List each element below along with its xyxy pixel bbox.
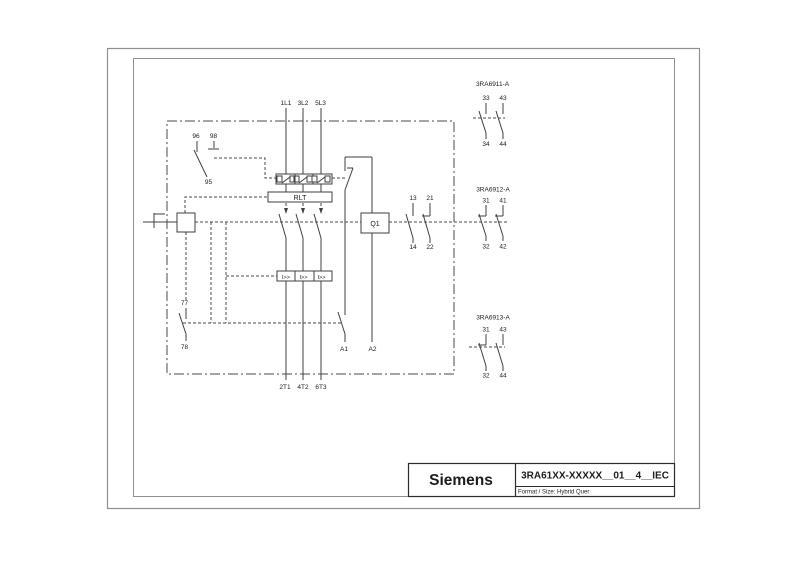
accessory-3-contact-2-bottom: 44 <box>499 372 507 380</box>
accessory-1-contact-2-bottom: 44 <box>499 141 507 148</box>
electronics-label: RLT <box>293 195 307 202</box>
load-terminal-label: 2T1 <box>279 384 291 391</box>
overload-no-terminal-label: 98 <box>209 133 218 140</box>
load-terminal-label: 6T3 <box>315 384 327 391</box>
accessory-1-contact-1-bottom: 34 <box>482 141 490 148</box>
accessory-2-contact-2-bottom: 42 <box>499 243 507 251</box>
aux-no-top-label: 13 <box>409 195 417 202</box>
accessory-2-contact-1-bottom: 32 <box>482 243 490 251</box>
accessory-1-title: 3RA6911-A <box>475 81 510 88</box>
accessory-1-contact-1-top: 33 <box>482 95 490 102</box>
box-dividers <box>295 174 314 281</box>
title-block <box>409 464 675 497</box>
drawing-number: 3RA61XX-XXXXX__01__4__IEC <box>521 470 669 482</box>
overload-common-terminal-label: 95 <box>204 179 213 186</box>
aux-nc-bottom-label: 22 <box>426 244 434 251</box>
accessory-3-contact-1-top: 31 <box>482 326 490 334</box>
overload-nc-terminal-label: 96 <box>192 133 200 140</box>
test-contact-top-label: 77 <box>180 300 189 307</box>
mechanism-box <box>177 213 195 232</box>
accessory-1-contact-2-top: 43 <box>499 95 507 102</box>
accessory-2-title: 3RA6912-A <box>476 186 510 194</box>
accessory-3-contact-2-top: 43 <box>499 326 507 334</box>
trip-element-label: I>> <box>281 275 291 281</box>
line-terminal-label: 1L1 <box>280 100 292 107</box>
aux-no-bottom-label: 14 <box>409 244 417 251</box>
load-terminal-label: 4T2 <box>297 384 309 391</box>
line-terminal-label: 5L3 <box>315 100 326 107</box>
contactor-label: Q1 <box>370 221 380 228</box>
format-size-label: Format / Size: Hybrid Quer <box>518 489 590 496</box>
inner-frame <box>134 59 675 497</box>
accessory-3-contact-1-bottom: 32 <box>482 372 490 380</box>
trip-element-label: I>> <box>317 275 326 281</box>
test-contact-bottom-label: 78 <box>180 344 189 351</box>
trip-arrows <box>284 208 323 214</box>
outer-frame <box>108 49 700 509</box>
coil-terminal-a2-label: A2 <box>368 346 377 353</box>
line-terminal-label: 3L2 <box>297 100 309 107</box>
aux-nc-top-label: 21 <box>426 195 434 202</box>
brand-logo-text: Siemens <box>429 472 493 489</box>
accessory-2-contact-1-top: 31 <box>482 197 490 205</box>
accessory-3-title: 3RA6913-A <box>476 314 510 322</box>
accessory-2-contact-2-top: 41 <box>499 197 507 205</box>
coil-terminal-a1-label: A1 <box>340 346 348 353</box>
trip-element-label: I>> <box>299 275 308 281</box>
circuit-wires <box>143 103 503 380</box>
